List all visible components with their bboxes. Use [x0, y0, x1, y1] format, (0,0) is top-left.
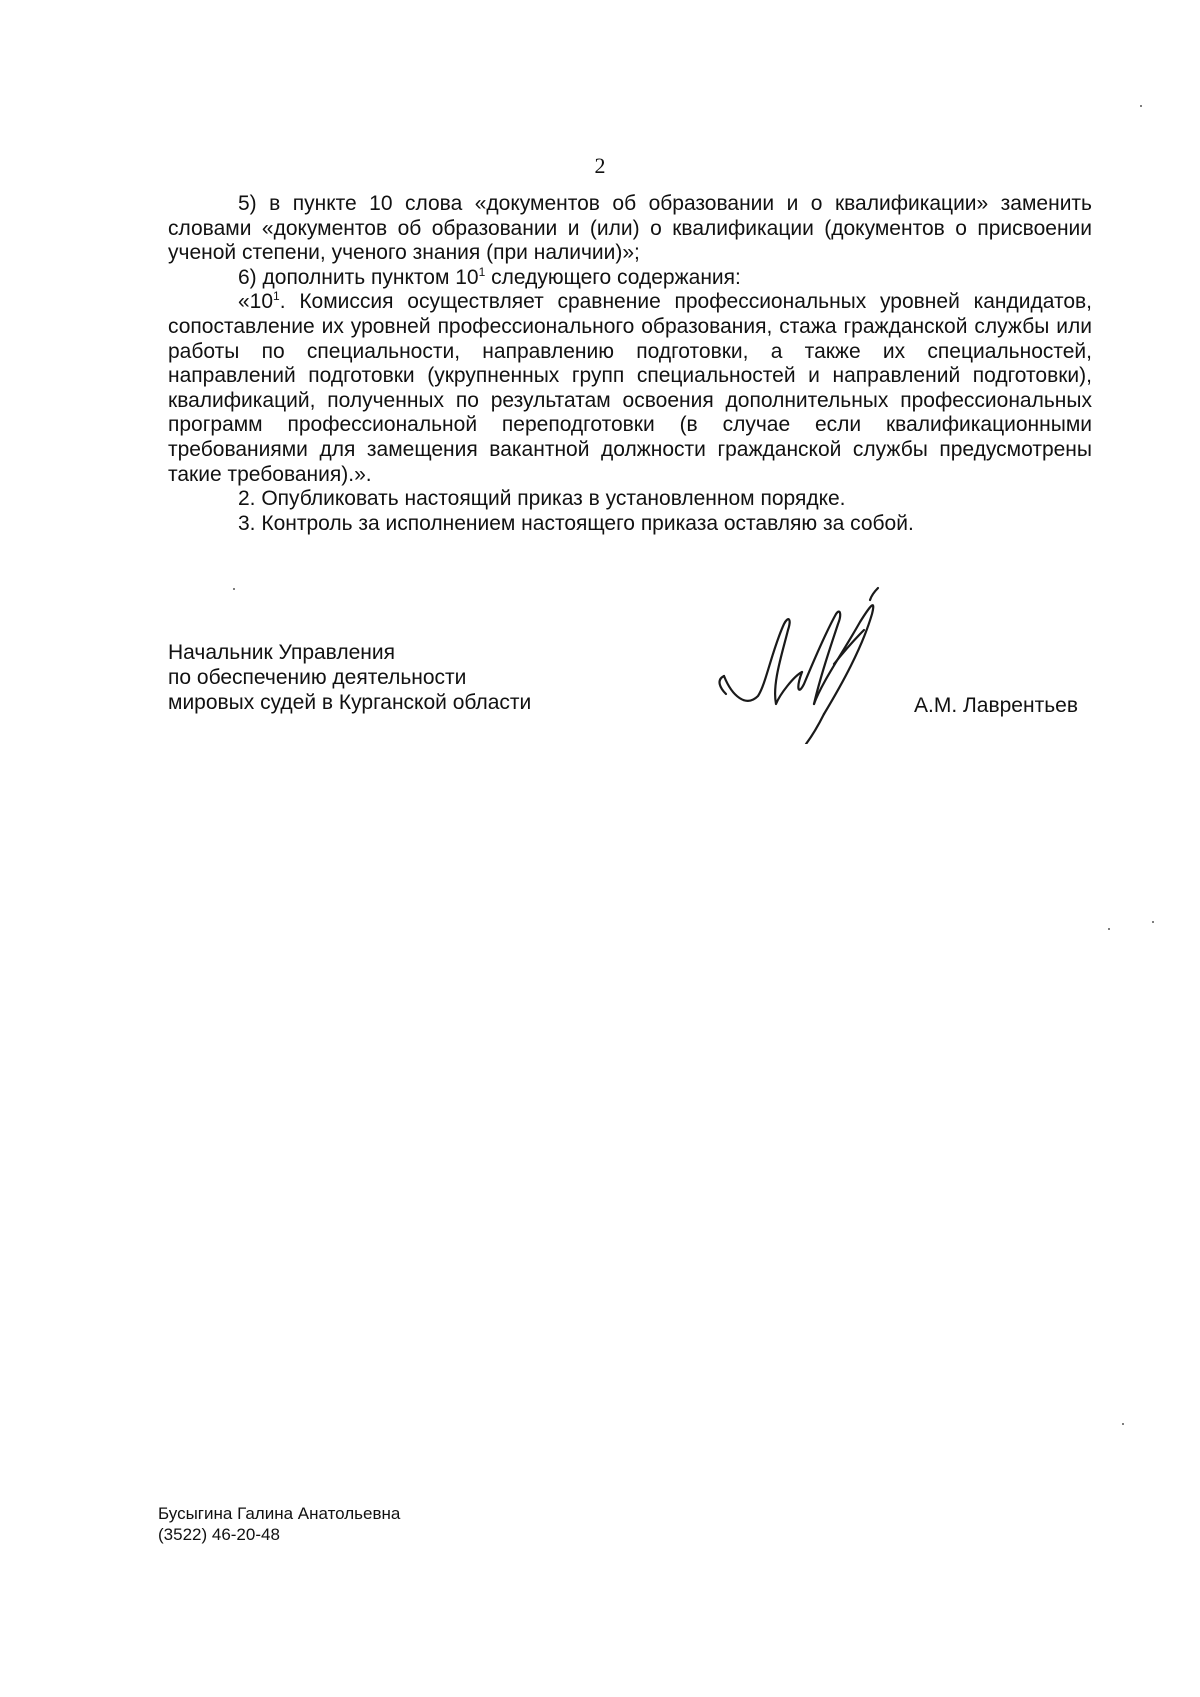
signer-position [168, 640, 531, 715]
item-6-paragraph [168, 266, 1092, 291]
scan-speck [1108, 928, 1110, 930]
document-body [168, 192, 1092, 536]
executor-name: Бусыгина Галина Анатольевна [158, 1504, 401, 1523]
new-point-superscript: 1 [273, 289, 280, 304]
position-line-2: по обеспечению деятельности [168, 666, 467, 689]
position-line-1: Начальник Управления [168, 641, 395, 664]
executor-phone: (3522) 46-20-48 [158, 1525, 280, 1544]
new-point-10-1-paragraph [168, 290, 1092, 487]
page-number: 2 [594, 153, 606, 178]
signature-block [168, 640, 1092, 780]
position-line-3: мировых судей в Курганской области [168, 691, 532, 714]
point-2-paragraph: 2. Опубликовать настоящий приказ в установленном порядке. [238, 487, 846, 511]
new-point-text: . Комиссия осуществляет сравнение профессиональных уровней кандидатов, сопоставление их уровней профессионального образования, стажа гражданской службы или работы по специальности, направлению подготовки, а также их специальностей, направлений подготовки (укрупненных групп специальностей и направлений подготовки), квалификаций, полученных по результатам освоения дополнительных профессиональных программ профессиональной переподготовки (в случае если квалификационными требованиями для замещения вакантной должности гражданской службы предусмотрены такие требования).». [168, 290, 1092, 486]
handwritten-signature [702, 584, 902, 744]
item-6-text: 6) дополнить пунктом 10 [238, 265, 479, 289]
scan-speck [233, 588, 235, 590]
item-6-text-end: следующего содержания: [485, 265, 741, 289]
signer-name: А.М. Лаврентьев [914, 694, 1078, 717]
new-point-number: «10 [238, 290, 274, 314]
scan-speck [1122, 1423, 1124, 1425]
point-3-paragraph: 3. Контроль за исполнением настоящего приказа оставляю за собой. [238, 511, 914, 535]
scan-speck [1152, 921, 1154, 923]
item-6-superscript: 1 [478, 264, 486, 279]
scan-speck [1140, 105, 1142, 107]
item-5-paragraph: 5) в пункте 10 слова «документов об образовании и о квалификации» заменить словами «документов об образовании и (или) о квалификации (документов о присвоении ученой степени, ученого знания (при наличии)»; [168, 192, 1092, 265]
executor-info [158, 1503, 400, 1545]
